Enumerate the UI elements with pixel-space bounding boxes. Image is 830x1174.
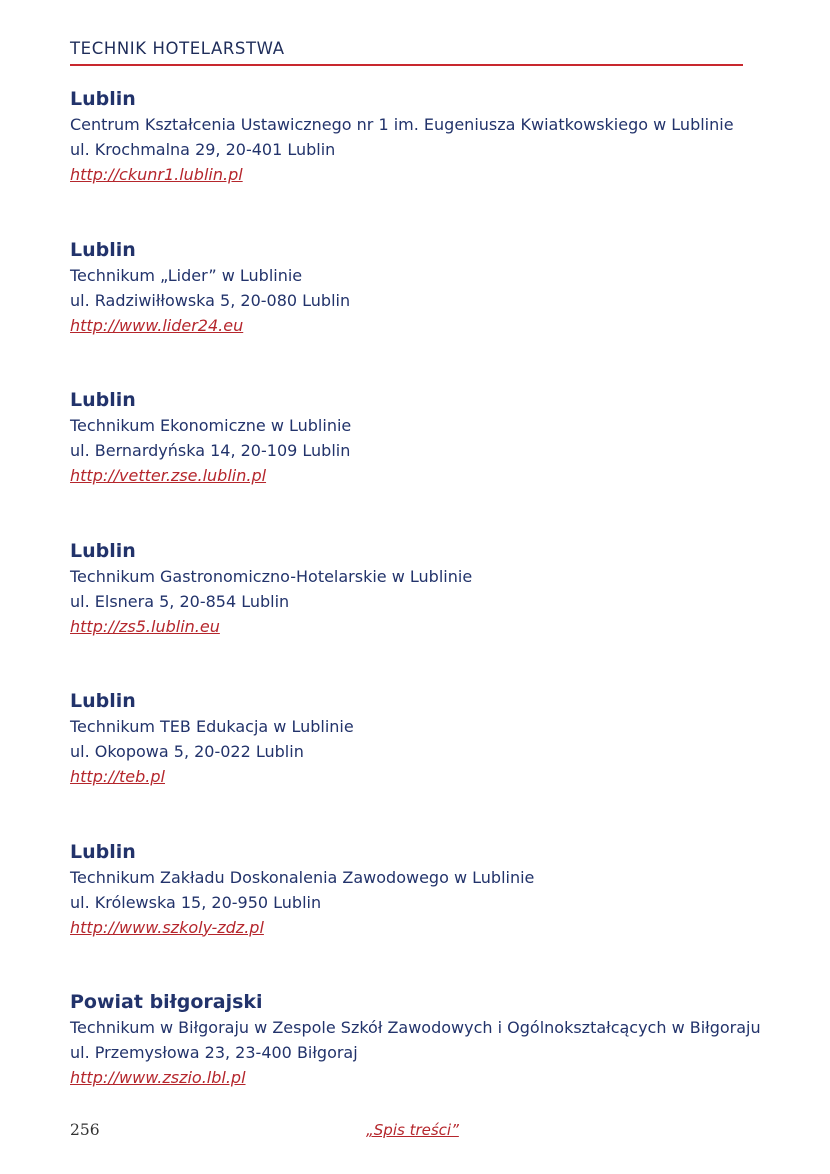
header-title: TECHNIK HOTELARSTWA xyxy=(70,39,285,58)
school-entry xyxy=(70,237,770,388)
header-divider xyxy=(70,64,743,66)
school-entry xyxy=(70,387,770,538)
entry-school-name: Technikum „Lider” w Lublinie xyxy=(70,265,303,285)
entry-location-heading: Lublin xyxy=(70,88,136,110)
entry-school-name: Technikum Ekonomiczne w Lublinie xyxy=(70,416,352,435)
entry-address: ul. Przemysłowa 23, 23-400 Biłgoraj xyxy=(70,1043,358,1062)
entry-address: ul. Bernardyńska 14, 20-109 Lublin xyxy=(70,441,351,460)
entry-location-heading: Lublin xyxy=(70,238,136,261)
entry-school-name: Technikum Zakładu Doskonalenia Zawodowego w Lublinie xyxy=(70,867,535,887)
entry-website-link[interactable]: http://teb.pl xyxy=(70,767,165,786)
school-entry xyxy=(70,688,770,839)
school-entry xyxy=(70,86,770,237)
entry-location-heading: Lublin xyxy=(70,389,136,411)
entry-location-heading: Powiat biłgorajski xyxy=(70,991,263,1013)
entry-website-link[interactable]: http://www.lider24.eu xyxy=(70,315,244,335)
entry-website-link[interactable]: http://www.szkoly-zdz.pl xyxy=(70,917,264,937)
entry-website-link[interactable]: http://zs5.lublin.eu xyxy=(70,616,220,636)
school-entry xyxy=(70,839,770,990)
school-entry xyxy=(70,989,770,1140)
entry-school-name: Technikum TEB Edukacja w Lublinie xyxy=(70,717,354,736)
school-list xyxy=(70,86,770,1140)
entry-website-link[interactable]: http://ckunr1.lublin.pl xyxy=(70,165,243,184)
entry-school-name: Technikum Gastronomiczno-Hotelarskie w Lublinie xyxy=(70,566,473,586)
entry-location-heading: Lublin xyxy=(70,539,136,562)
page-number: 256 xyxy=(70,1121,100,1139)
page-header xyxy=(70,38,743,66)
entry-location-heading: Lublin xyxy=(70,840,136,863)
entry-address: ul. Krochmalna 29, 20-401 Lublin xyxy=(70,140,336,159)
entry-website-link[interactable]: http://vetter.zse.lublin.pl xyxy=(70,466,267,485)
entry-website-link[interactable]: http://www.zszio.lbl.pl xyxy=(70,1068,246,1087)
entry-location-heading: Lublin xyxy=(70,690,136,712)
entry-school-name: Centrum Kształcenia Ustawicznego nr 1 im. Eugeniusza Kwiatkowskiego w Lublinie xyxy=(70,115,734,134)
entry-address: ul. Królewska 15, 20-950 Lublin xyxy=(70,892,322,912)
entry-address: ul. Radziwiłłowska 5, 20-080 Lublin xyxy=(70,290,351,310)
entry-school-name: Technikum w Biłgoraju w Zespole Szkół Zawodowych i Ogólnokształcących w Biłgoraju xyxy=(70,1018,761,1037)
page-footer xyxy=(70,1119,743,1141)
table-of-contents-link[interactable]: „Spis treści” xyxy=(366,1121,459,1139)
school-entry xyxy=(70,538,770,689)
entry-address: ul. Okopowa 5, 20-022 Lublin xyxy=(70,742,304,761)
entry-address: ul. Elsnera 5, 20-854 Lublin xyxy=(70,591,290,611)
